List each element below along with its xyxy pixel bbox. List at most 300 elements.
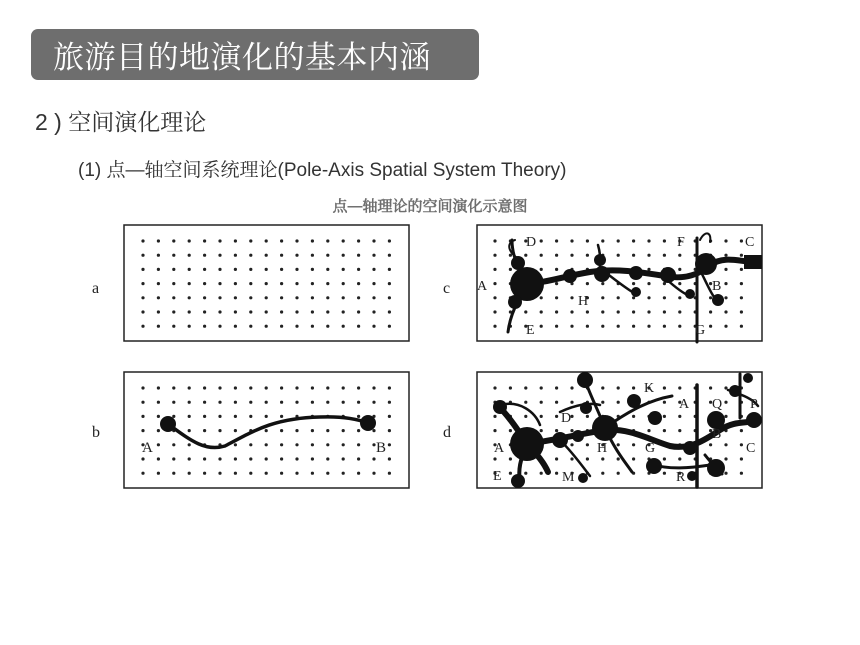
grid-dot [326,429,329,432]
svg-text:M: M [562,470,575,485]
grid-dot [540,310,543,313]
grid-dot [601,310,604,313]
grid-dot [740,472,743,475]
grid-dot [540,325,543,328]
grid-dot [295,472,298,475]
grid-dot [678,282,681,285]
grid-dot [295,401,298,404]
grid-dot [632,254,635,257]
grid-dot [555,310,558,313]
svg-text:C: C [746,441,756,456]
grid-dot [295,386,298,389]
grid-dot [724,282,727,285]
grid-dot [663,296,666,299]
grid-dot [540,429,543,432]
svg-text:B: B [712,279,722,294]
grid-dot [218,239,221,242]
grid-dot [601,457,604,460]
svg-text:E: E [493,469,502,484]
grid-dot [295,429,298,432]
grid-dot [172,254,175,257]
grid-dot [234,296,237,299]
svg-text:K: K [644,381,655,396]
grid-dot [311,386,314,389]
svg-text:A: A [679,397,690,412]
grid-dot [540,415,543,418]
grid-dot [632,415,635,418]
grid-dot [740,443,743,446]
grid-dot [617,386,620,389]
grid-dot [265,401,268,404]
grid-dot [265,429,268,432]
grid-dot [311,325,314,328]
grid-dot [141,325,144,328]
node-label-b-a: A [142,440,153,456]
panel-b [92,372,409,488]
grid-dot [265,254,268,257]
grid-dot [372,401,375,404]
grid-dot [493,457,496,460]
grid-dot [357,401,360,404]
grid-dot [342,401,345,404]
grid-dot [172,386,175,389]
grid-dot [601,472,604,475]
grid-dot [265,239,268,242]
grid-dot [724,472,727,475]
grid-dot [555,254,558,257]
grid-dot [218,401,221,404]
grid-dot [326,401,329,404]
grid-dot [509,268,512,271]
grid-dot [601,296,604,299]
grid-dot [311,443,314,446]
grid-dot [570,296,573,299]
grid-dot [632,325,635,328]
svg-text:D: D [526,235,537,250]
grid-dot [203,415,206,418]
grid-dot [234,268,237,271]
grid-dot [617,239,620,242]
grid-dot [265,472,268,475]
grid-dot [141,429,144,432]
grid-dot [295,254,298,257]
grid-dot [342,325,345,328]
grid-dot [203,457,206,460]
grid-dot [157,443,160,446]
grid-dot [265,296,268,299]
grid-dot [188,457,191,460]
grid-dot [249,296,252,299]
grid-dot [203,268,206,271]
grid-dot [555,429,558,432]
grid-dot [218,429,221,432]
grid-dot [617,296,620,299]
panel-c [443,225,762,342]
grid-dot [188,268,191,271]
grid-dot [724,415,727,418]
grid-dot [357,310,360,313]
pole-node-b-a [160,416,176,432]
subsection-heading: (1) 点—轴空间系统理论(Pole-Axis Spatial System Theory) [78,160,567,181]
grid-dot [586,254,589,257]
grid-dot [540,254,543,257]
grid-dot [265,443,268,446]
grid-dot [524,254,527,257]
grid-dot [172,296,175,299]
grid-dot [372,457,375,460]
grid-dot [540,401,543,404]
svg-text:E: E [526,323,535,338]
grid-dot [280,282,283,285]
grid-dot [388,239,391,242]
svg-text:P: P [750,397,758,412]
grid-dot [357,443,360,446]
grid-dot [601,386,604,389]
panel-label-b: b [92,424,100,441]
grid-dot [342,457,345,460]
grid-dot [617,325,620,328]
grid-dot [188,239,191,242]
grid-dot [157,310,160,313]
grid-dot [249,254,252,257]
slide-title: 旅游目的地演化的基本内涵 [53,40,431,75]
grid-dot [678,457,681,460]
grid-dot [203,254,206,257]
panel-label-a: a [92,280,100,297]
grid-dot [342,472,345,475]
grid-dot [740,310,743,313]
grid-dot [617,254,620,257]
grid-dot [357,429,360,432]
grid-dot [311,401,314,404]
grid-dot [326,386,329,389]
grid-dot [311,268,314,271]
grid-dot [280,429,283,432]
grid-dot [570,254,573,257]
grid-dot [157,282,160,285]
grid-dot [372,310,375,313]
grid-dot [724,325,727,328]
grid-dot [342,310,345,313]
grid-dot [372,296,375,299]
grid-dot [372,325,375,328]
grid-dot [555,457,558,460]
grid-dot [540,239,543,242]
grid-dot [570,310,573,313]
grid-dot [326,310,329,313]
grid-dot [740,457,743,460]
grid-dot [388,401,391,404]
grid-dot [141,415,144,418]
grid-dot [555,401,558,404]
grid-dot [234,457,237,460]
grid-dot [570,239,573,242]
grid-dot [311,296,314,299]
grid-dot [555,268,558,271]
grid-dot [203,239,206,242]
grid-dot [555,239,558,242]
svg-text:C: C [745,235,755,250]
grid-dot [372,254,375,257]
grid-dot [172,239,175,242]
grid-dot [357,415,360,418]
grid-dot [555,472,558,475]
grid-dot [709,325,712,328]
grid-dot [570,457,573,460]
grid-dot [249,268,252,271]
section-heading: 2 ) 空间演化理论 [35,109,207,135]
grid-dot [188,254,191,257]
grid-dot [388,472,391,475]
grid-dot [586,325,589,328]
grid-dot [280,457,283,460]
grid-dot [265,457,268,460]
grid-dot [141,254,144,257]
grid-dot [493,310,496,313]
svg-text:H: H [597,441,608,456]
grid-dot [342,296,345,299]
grid-dot [188,415,191,418]
grid-dot [249,472,252,475]
panel-d [443,372,762,488]
grid-dot [188,472,191,475]
grid-dot [172,472,175,475]
grid-dot [663,429,666,432]
grid-dot [586,282,589,285]
grid-dot [617,472,620,475]
grid-dot [218,268,221,271]
grid-dot [617,310,620,313]
grid-dot [141,401,144,404]
grid-dot [740,282,743,285]
grid-dot [678,254,681,257]
grid-dot [647,429,650,432]
grid-dot [601,282,604,285]
grid-dot [388,254,391,257]
grid-dot [372,282,375,285]
grid-dot [493,386,496,389]
grid-dot [632,282,635,285]
grid-dot [218,282,221,285]
grid-dot [218,457,221,460]
grid-dot [388,429,391,432]
grid-dot [218,254,221,257]
grid-dot [570,401,573,404]
grid-dot [265,310,268,313]
grid-dot [357,296,360,299]
grid-dot [647,254,650,257]
grid-dot [663,401,666,404]
grid-dot [234,310,237,313]
grid-dot [678,268,681,271]
grid-dot [740,429,743,432]
grid-dot [218,325,221,328]
svg-text:A: A [494,441,505,456]
grid-dot [295,282,298,285]
svg-text:R: R [676,470,686,485]
grid-dot [234,429,237,432]
grid-dot [586,310,589,313]
grid-dot [663,386,666,389]
grid-dot [509,429,512,432]
grid-dot [357,472,360,475]
grid-dot [249,282,252,285]
grid-dot [617,443,620,446]
grid-dot [617,457,620,460]
grid-dot [601,401,604,404]
grid-dot [493,415,496,418]
grid-dot [663,457,666,460]
grid-dot [188,429,191,432]
grid-dot [218,296,221,299]
grid-dot [203,401,206,404]
grid-dot [311,429,314,432]
grid-dot [524,472,527,475]
grid-dot [157,254,160,257]
grid-dot [280,401,283,404]
grid-dot [326,239,329,242]
grid-dot [357,386,360,389]
grid-dot [617,401,620,404]
grid-dot [509,472,512,475]
grid-dot [570,386,573,389]
grid-dot [234,472,237,475]
grid-dot [555,325,558,328]
grid-dot [555,282,558,285]
grid-dot [678,296,681,299]
grid-dot [724,296,727,299]
grid-dot [188,386,191,389]
grid-dot [555,296,558,299]
grid-dot [601,325,604,328]
grid-dot [249,457,252,460]
grid-dot [493,239,496,242]
grid-dot [218,310,221,313]
panel-a [92,225,409,341]
grid-dot [326,254,329,257]
grid-dot [388,386,391,389]
grid-dot [724,239,727,242]
grid-dot [342,254,345,257]
grid-dot [663,310,666,313]
grid-dot [265,268,268,271]
node-label-b-b: B [376,440,387,456]
grid-dot [188,443,191,446]
grid-dot [188,282,191,285]
grid-dot [647,310,650,313]
grid-dot [678,415,681,418]
grid-dot [493,325,496,328]
grid-dot [493,282,496,285]
grid-dot [234,386,237,389]
grid-dot [326,443,329,446]
grid-dot [141,239,144,242]
grid-dot [172,325,175,328]
grid-dot [372,239,375,242]
grid-dot [172,282,175,285]
grid-dot [540,268,543,271]
grid-dot [570,325,573,328]
grid-dot [357,457,360,460]
grid-dot [740,268,743,271]
grid-dot [280,415,283,418]
grid-dot [342,429,345,432]
grid-dot [218,386,221,389]
grid-dot [632,310,635,313]
grid-dot [388,268,391,271]
grid-dot [157,325,160,328]
grid-dot [203,429,206,432]
grid-dot [632,457,635,460]
grid-dot [249,239,252,242]
grid-dot [234,239,237,242]
grid-dot [203,325,206,328]
grid-dot [663,239,666,242]
grid-dot [157,239,160,242]
figure-caption: 点—轴理论的空间演化示意图 [332,198,528,215]
grid-dot [203,472,206,475]
grid-dot [509,457,512,460]
svg-text:Q: Q [712,397,723,412]
grid-dot [188,310,191,313]
grid-dot [709,296,712,299]
grid-dot [234,254,237,257]
grid-dot [342,282,345,285]
grid-dot [586,457,589,460]
grid-dot [295,325,298,328]
grid-dot [265,325,268,328]
grid-dot [249,310,252,313]
grid-dot [295,239,298,242]
grid-dot [203,282,206,285]
grid-dot [372,429,375,432]
grid-dot [632,443,635,446]
grid-dot [265,415,268,418]
grid-dot [357,239,360,242]
grid-dot [311,310,314,313]
grid-dot [493,429,496,432]
grid-dot [586,415,589,418]
grid-dot [326,296,329,299]
grid-dot [586,443,589,446]
grid-dot [311,472,314,475]
grid-dot [326,457,329,460]
grid-dot [663,472,666,475]
grid-dot [172,401,175,404]
grid-dot [724,443,727,446]
grid-dot [280,239,283,242]
grid-dot [709,443,712,446]
grid-dot [388,282,391,285]
grid-dot [280,443,283,446]
grid-dot [372,268,375,271]
grid-dot [141,296,144,299]
grid-dot [647,282,650,285]
svg-text:H: H [578,294,589,309]
grid-dot [311,457,314,460]
grid-dot [493,296,496,299]
grid-dot [388,325,391,328]
grid-dot [280,268,283,271]
grid-dot [234,325,237,328]
grid-dot [188,325,191,328]
grid-dot [157,296,160,299]
grid-dot [647,296,650,299]
grid-dot [388,310,391,313]
grid-dot [388,296,391,299]
grid-dot [570,429,573,432]
grid-dot [295,457,298,460]
